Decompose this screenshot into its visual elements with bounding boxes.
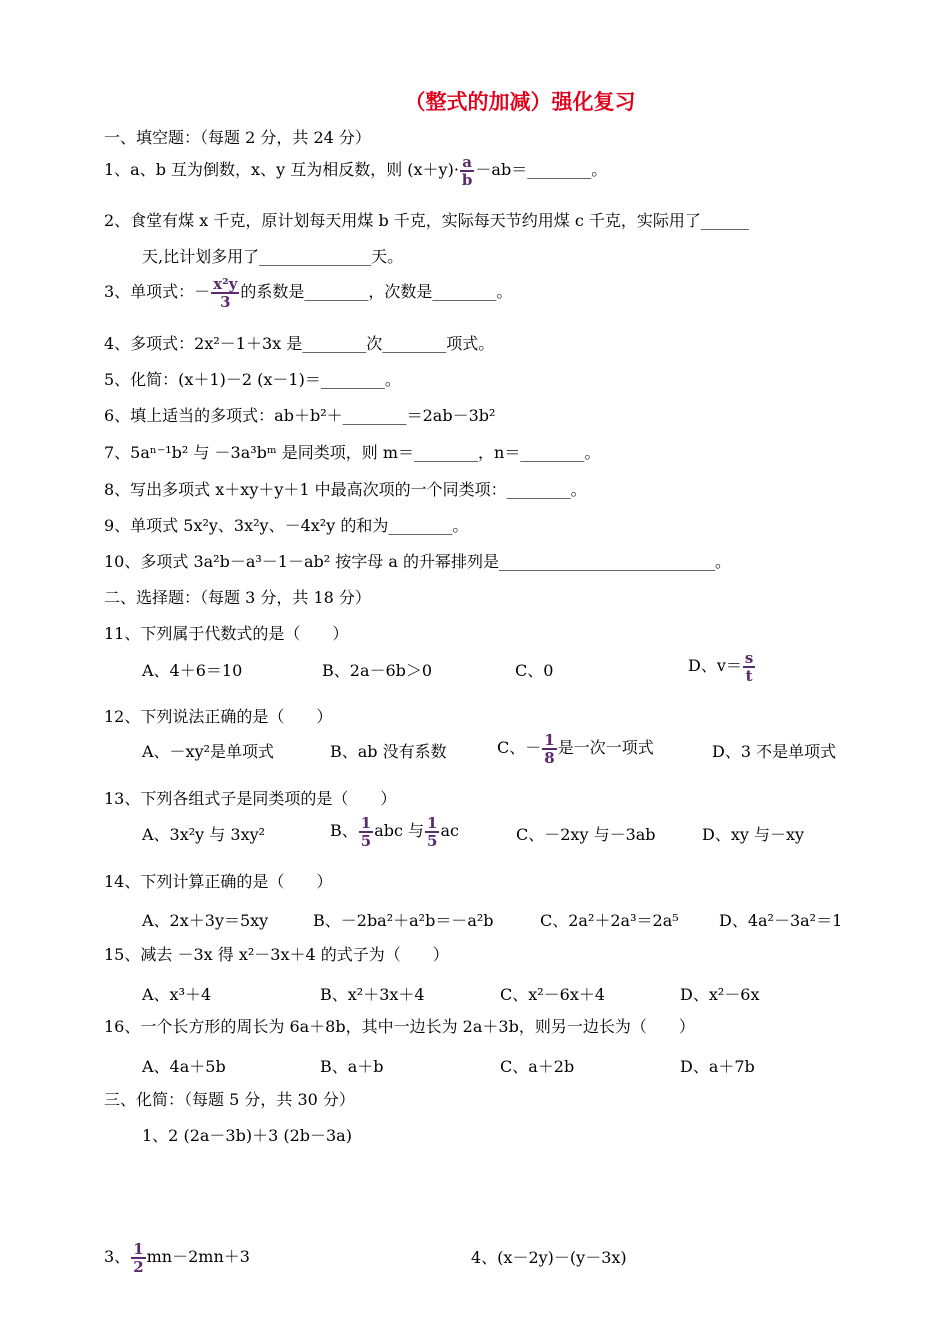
question-10: 10、多项式 3a²b－a³－1－ab² 按字母 a 的升幂排列是___________________________。 — [104, 552, 731, 571]
question-6: 6、填上适当的多项式：ab＋b²＋________＝2ab－3b² — [104, 406, 496, 425]
fraction-1-over-2: $\frac{1}{2}$ — [133, 1239, 144, 1276]
q15-option-d: D、x²－6x — [680, 985, 760, 1004]
fraction-1-over-5: $\frac{1}{5}$ — [427, 813, 438, 850]
page-title: （整式的加减）强化复习 — [404, 90, 636, 114]
q13-option-b: B、 $\frac{1}{5}$ abc 与 $\frac{1}{5}$ ac — [330, 813, 459, 850]
q12-option-d: D、3 不是单项式 — [712, 742, 837, 761]
simplify-problem-3: 3、 $\frac{1}{2}$ mn－2mn＋3 — [104, 1239, 250, 1276]
question-5: 5、化简：(x＋1)－2 (x－1)＝________。 — [104, 370, 401, 389]
question-8: 8、写出多项式 x＋xy＋y＋1 中最高次项的一个同类项：________。 — [104, 480, 587, 499]
simplify-problem-1: 1、2 (2a－3b)＋3 (2b－3a) — [142, 1126, 352, 1145]
question-11: 11、下列属于代数式的是（ ） — [104, 624, 349, 643]
question-2-line-1: 2、食堂有煤 x 千克，原计划每天用煤 b 千克，实际每天节约用煤 c 千克，实际用了______ — [104, 211, 749, 230]
q16-option-b: B、a＋b — [320, 1057, 384, 1076]
q14-option-b: B、－2ba²＋a²b＝－a²b — [313, 911, 494, 930]
q12-option-a: A、－xy²是单项式 — [142, 742, 275, 761]
fraction-a-over-b: $\frac{a}{b}$ — [461, 152, 473, 189]
section-multiple-choice: 二、选择题：（每题 3 分，共 18 分） — [104, 588, 371, 607]
question-2-line-2: 天,比计划多用了______________天。 — [142, 247, 404, 266]
fraction-x2y-over-3: $\frac{\text{x²y}}{3}$ — [213, 274, 238, 311]
fraction-1-over-5: $\frac{1}{5}$ — [360, 813, 372, 850]
q12-option-b: B、ab 没有系数 — [330, 742, 447, 761]
q16-option-a: A、4a＋5b — [142, 1057, 226, 1076]
question-4: 4、多项式：2x²－1＋3x 是________次________项式。 — [104, 334, 495, 353]
q15-option-c: C、x²－6x＋4 — [500, 985, 606, 1004]
q15-option-a: A、x³＋4 — [142, 985, 212, 1004]
question-13: 13、下列各组式子是同类项的是（ ） — [104, 789, 397, 808]
question-3: 3、单项式：－ $\frac{\text{x²y}}{3}$ 的系数是________，次数是________。 — [104, 274, 513, 311]
simplify-problem-4: 4、(x－2y)－(y－3x) — [471, 1248, 627, 1267]
q13-option-d: D、xy 与－xy — [702, 825, 805, 844]
q13-option-c: C、－2xy 与－3ab — [516, 825, 656, 844]
q11-option-d: D、v＝ $\frac{s}{t}$ — [688, 648, 754, 685]
q14-option-c: C、2a²＋2a³＝2a⁵ — [540, 911, 679, 930]
section-simplify: 三、化简：（每题 5 分，共 30 分） — [104, 1090, 355, 1109]
q16-option-d: D、a＋7b — [680, 1057, 755, 1076]
section-fill-in: 一、填空题：（每题 2 分，共 24 分） — [104, 128, 371, 147]
q15-option-b: B、x²＋3x＋4 — [320, 985, 425, 1004]
q14-option-d: D、4a²－3a²＝1 — [719, 911, 843, 930]
q13-option-a: A、3x²y 与 3xy² — [142, 825, 266, 844]
question-14: 14、下列计算正确的是（ ） — [104, 872, 333, 891]
question-15: 15、减去 －3x 得 x²－3x＋4 的式子为（ ） — [104, 945, 449, 964]
q12-option-c: C、－ $\frac{1}{8}$ 是一次一项式 — [497, 730, 654, 767]
q11-option-b: B、2a－6b＞0 — [322, 661, 433, 680]
question-1: 1、a、b 互为倒数，x、y 互为相反数，则 (x＋y)· $\frac{a}{b}$ －ab＝________。 — [104, 152, 608, 189]
question-16: 16、一个长方形的周长为 6a＋8b，其中一边长为 2a＋3b，则另一边长为（ ） — [104, 1017, 695, 1036]
question-12: 12、下列说法正确的是（ ） — [104, 707, 333, 726]
q11-option-a: A、4＋6＝10 — [142, 661, 243, 680]
question-9: 9、单项式 5x²y、3x²y、－4x²y 的和为________。 — [104, 516, 469, 535]
fraction-s-over-t: $\frac{s}{t}$ — [744, 648, 754, 685]
q11-option-c: C、0 — [515, 661, 554, 680]
fraction-1-over-8: $\frac{1}{8}$ — [544, 730, 555, 767]
q14-option-a: A、2x＋3y＝5xy — [142, 911, 269, 930]
question-7: 7、5aⁿ⁻¹b² 与 －3a³bᵐ 是同类项，则 m＝________，n＝________。 — [104, 443, 601, 462]
q16-option-c: C、a＋2b — [500, 1057, 575, 1076]
